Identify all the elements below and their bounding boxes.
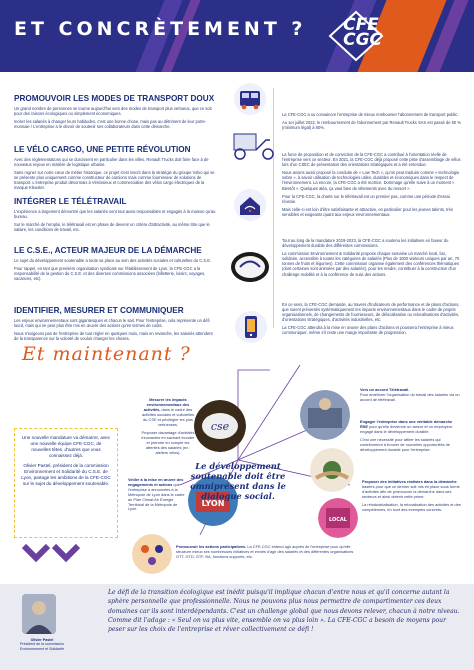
bubble-extra: La réindustrialisation, la relocalisation des activités et des compétences, en sont des exemples concrets. (362, 501, 461, 512)
section-transport-right (282, 112, 462, 133)
section-mesurer-right (282, 302, 462, 339)
paragraph: En ce sens, la CFE-CGC demande, au travers d'indicateurs de performance et de plans d'actions, que soient présentés systématiquement les impacts environnementaux dans le cadre de projets organisationnels, de changements de fournisseurs, de délocalisation ou relocalisations d'activités, d'orientations stratégiques, d'activités industrielles, etc. (282, 302, 460, 323)
bubble-text: La CFE-CGC entend agir auprès de l'entreprise pour qu'elle structure mieux ses nombreuses initiatives et envies d'agir des salariés et des différentes organisations GTT, GTD, GTF, BA, fonctions supports, etc. (176, 544, 354, 559)
home-wifi-icon (233, 188, 267, 222)
support-local-circle (318, 498, 358, 538)
mandature-box (14, 428, 118, 538)
bubble-rse (360, 420, 460, 452)
section-body (14, 258, 218, 281)
section-cse-right (282, 238, 462, 280)
section-title: PROMOUVOIR LES MODES DE TRANSPORT DOUX (14, 94, 215, 103)
paragraph: Inciter les salariés à changer leurs habitudes, c'est une bonne chose, mais pas au détriment de leur porte-monnaie ! L'entreprise a le devoir de soutenir ses collaborateurs dans cette démarche. (14, 119, 207, 130)
paragraph: Au 1er juillet 2022, le remboursement de l'abonnement par Renault Trucks SAS est passé de 50 % (minimum légal) à 80%. (282, 120, 461, 131)
section-title: LE VÉLO CARGO, UNE PETITE RÉVOLUTION (14, 145, 191, 154)
cse-logo-icon (230, 250, 270, 284)
author-caption (12, 638, 72, 651)
paragraph: La CFE-CGC a su convaincre l'entreprise de mieux rembourser l'abonnement de transport public. (282, 112, 459, 117)
bubble-title: Proposer des initiatives réalistes dans la démarche (362, 479, 457, 484)
section-teletravail-right (282, 194, 462, 220)
bubble-title: Vers un accord Télétravail. (360, 387, 410, 392)
handwritten-message: Le défi de la transition écologique est inédit puisqu'il implique chacun d'entre nous et qu'il concerne autant la sphère personnelle que professionnelle. Nous ne pouvons plus nous permettre de compartimenter ces deux domaines car ils sont interdépendants. C'est un challenge global que nous devons relever, chacun à notre niveau. Comme dit l'adage : « Seul on va plus vite, ensemble on va plus loin ». La CFE-CGC a besoin de moyens pour peser sur les choix de l'entreprise et rêver collectivement ce défi ! (108, 589, 460, 634)
cargo-bike-icon (230, 128, 278, 162)
paragraph: Mais celle-ci est loin d'être satisfaisante et attractive, en particulier pour les jeunes talents, très sensibles et exigeants quant aux enjeux environnementaux. (282, 207, 453, 218)
section-velo-right (282, 152, 462, 194)
maintenant-center-text: Le développement soutenable doit être omniprésent dans le dialogue social. (190, 461, 286, 501)
bubble-text: dans le cadre des activités sociales et culturelles du CSE et privilégier les plus vertueuses. (141, 406, 195, 427)
bubble-teletravail (360, 388, 460, 403)
paragraph: Nous n'exigeons pas de l'entreprise de tout régler en quelques mois, mais en revanche, les salariés attendent de la transparence sur la volonté de vouloir changer les choses. (14, 331, 213, 342)
logo-line2: CGC (343, 30, 382, 50)
paragraph: Pour la CFE-CGC, la charte sur le télétravail est un premier pas, comme une période d'essai réussie. (282, 194, 450, 205)
section-body (14, 318, 218, 341)
paragraph: L'expérience a largement démontré que les salariés sont tout aussi responsables et engagés à la maison qu'au bureau. (14, 209, 216, 220)
paragraph: Sans rogner sur notre cœur de métier historique, ce projet s'est inscrit dans la stratégie du groupe Volvo qui se se présente plus uniquement comme constructeur de camions mais comme fournisseur de solutions de transport. L'entreprise produit désormais à Vénissieux et commercialise des vélos cargo électriques de la marque Kleuster. (14, 170, 215, 191)
bubble-extra: C'est une nécessité pour attirer les salariés qui contribueront à trouver de nouvelles opportunités de développement durable pour l'entreprise. (360, 436, 450, 452)
section-title: IDENTIFIER, MESURER ET COMMUNIQUER (14, 306, 184, 315)
paragraph: Le sujet du développement soutenable a toute sa place au sein des activités sociales et culturelles du C.S.E. (14, 258, 212, 263)
section-mesurer (14, 306, 218, 344)
paragraph: Pour rappel, en tant que première organisation syndicale sur l'établissement de Lyon, la CFE-CGC a la responsabilité de la gestion du C.S.E. et des diverses commissions associées (billetterie, loisirs, voyages, vacances, etc). (14, 266, 206, 282)
column-divider (273, 88, 274, 328)
section-title: LE C.S.E., ACTEUR MAJEUR DE LA DÉMARCHE (14, 246, 202, 255)
mandature-p2: Olivier Pastel, président de la commission Environnement et Solidarité du C.S.E. de Lyon, partage les ambitions de la CFE-CGC sur le sujet du développement soutenable. (21, 463, 111, 486)
maintenant-title: Et maintenant ? (22, 343, 191, 365)
page-title: ET CONCRÈTEMENT ? (14, 18, 307, 40)
section-body (14, 209, 218, 232)
teletravail-photo-circle (300, 390, 350, 440)
section-cse (14, 246, 218, 284)
section-body (14, 157, 218, 191)
bubble-text: Pour améliorer l'organisation du travail des salariés via un accord de télétravail. (360, 391, 460, 402)
bubble-metropole (128, 478, 186, 512)
chevron-down-icon (22, 540, 82, 574)
bubble-text: que l'entreprise a annoncées à la Métropole de Lyon dans le cadre du Plan Climat Air Énergie Territorial de la Métropole de Lyon. (128, 481, 185, 512)
bubble-initiatives (362, 480, 462, 512)
section-transport (14, 94, 218, 132)
author-name: Olivier Pastel (30, 638, 54, 642)
svg-text:cse: cse (210, 420, 230, 433)
logo-text (343, 15, 382, 50)
rse-hands-circle (310, 448, 354, 492)
logo-line1: CFE (343, 15, 379, 35)
paragraph: Nous avions aussi proposé la conduite de « Low Tech », qu'on peut traduire comme « technologie sobre », à savoir utilisation de technologies utiles, durables et économiques dans le respect de l'environnement. La encore, la CFE-CGC a été motrice. Dommage qu'elle suive à un moment « Bientôt ». Quelques aléa, ça vaut bien de vêtements avec du ressort ». (282, 170, 460, 191)
header-band (0, 0, 474, 72)
paragraph: La commission Environnement & Solidarité propose chaque semaine un marché local, bio, solidaire, accessible à toutes les catégories de salariés (Plus de 1000 visiteurs uniques par an, 70 tonnes de fruits et légumes). Cette commission organise également des conférences thématiques (dont certaines sont animées par des salariés), pour les rendre, contribuer à la construction d'un challenge mobilité et à la conférence de suivi des actions. (282, 251, 460, 277)
author-role: Président de la commission Environnement et Solidarité (19, 642, 65, 651)
paragraph: Tout au long de la mandature 2019-2023, la CFE-CGC a soutenu les initiatives en faveur du développement durable des différentes commissions. (282, 238, 449, 249)
paragraph: Sur le marché de l'emploi, le télétravail est en phase de devenir un critère d'attractivité, au même titre que le salaire, les conditions de travail, etc. (14, 222, 210, 233)
bubble-text: basées pour que ce dernier soit mis en place sous forme d'activités afin de promouvoir la démarche dans ses secteurs et ainsi obtenir cette prime. (362, 483, 460, 499)
svg-text:LYON: LYON (201, 499, 225, 508)
paragraph: Un grand nombre de personnes se tourne aujourd'hui vers des modes de transport plus vertueux, que ce soit pour des raisons écologiques ou simplement économiques. (14, 106, 212, 117)
bubble-title: Mesurer les impacts environnementaux des activités, (143, 397, 190, 412)
bubble-participatives (176, 545, 356, 560)
bubble-title: Promouvoir les actions participatives. (176, 544, 247, 549)
paragraph: Avec des réglementations qui se durcissent en particulier dans les villes, Renault Trucks doit faire face à de nouveaux enjeux en matière de logistique urbaine. (14, 157, 209, 168)
mandature-p1: Une nouvelle mandature va démarrer, avec une nouvelle équipe CFE-CGC, de nouvelles têtes, d'autres que vous connaissez déjà. (21, 435, 111, 458)
paragraph: La force de proposition et de conviction de la CFE-CGC a contribué à l'orientation réelle de l'entreprise vers ce secteur. En 2021, la CFE-CGC déjà proposé cette piste d'assemblage de vélos lors d'un CSEC de présentation des orientations stratégiques et a été entendue. (282, 152, 461, 168)
bus-icon (233, 82, 267, 116)
bubble-mesurer (140, 398, 196, 456)
section-teletravail (14, 197, 218, 235)
section-body (14, 106, 218, 129)
svg-text:LOCAL: LOCAL (329, 517, 347, 523)
section-title: INTÉGRER LE TÉLÉTRAVAIL (14, 197, 127, 206)
paragraph: Les enjeux environnementaux sont gigantesques et chacun le sait. Pour l'entreprise, cela représente un défi lourd, mais qui ne peut plus être mis en œuvre des actions qu'en termes de coûts. (14, 318, 210, 329)
bubble-title: Veiller à la mise en œuvre des engagements et actions (128, 477, 184, 487)
cse-photo-circle (194, 400, 246, 452)
author-photo (22, 594, 56, 634)
bubble-title: Engager l'entreprise dans une véritable démarche RSE (360, 419, 453, 429)
bubble-extra: Proposer davantage d'activités innovantes en sachant écouter et prendre en compte les attentes des salariés (ex : ateliers vélos). (141, 430, 195, 456)
paragraph: La CFE-CGC attendra à la mise en œuvre des plans d'actions et poussera l'entreprise à mieux communiquer, même s'il reste une marge importante de progression. (282, 325, 454, 336)
participatives-circle (132, 534, 172, 574)
bubble-text: pour qu'elle devienne un acteur et un employeur engagé dans le développement durable. (360, 423, 453, 434)
section-velo (14, 145, 218, 194)
phone-megaphone-icon (234, 310, 268, 344)
connector-lines (120, 345, 470, 575)
